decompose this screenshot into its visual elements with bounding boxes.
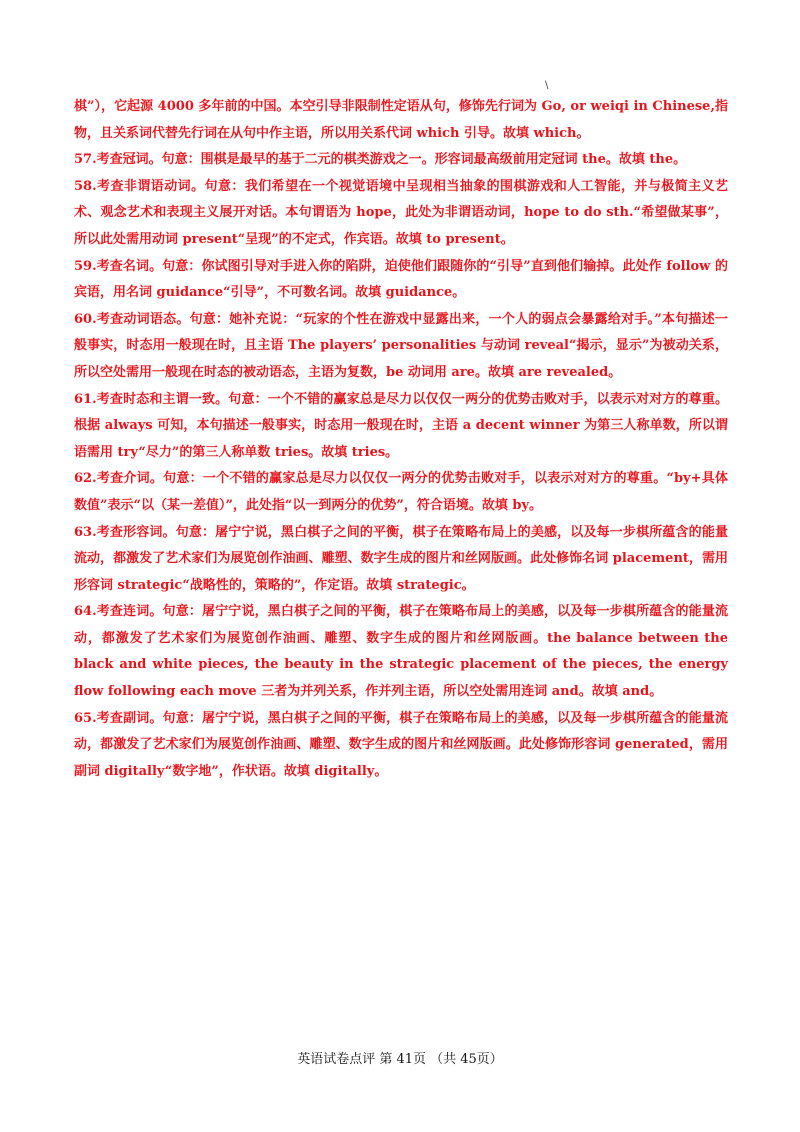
paragraph-62: 62.考查介词。句意：一个不错的赢家总是尽力以仅仅一两分的优势击败对手，以表示对对方的尊重。“by+具体数值”表示“以（某一差值）”，此处指“以一到两分的优势”，符合语境。故填 by。 <box>74 471 728 513</box>
paragraph-60: 60.考查动词语态。句意：她补充说：“玩家的个性在游戏中显露出来，一个人的弱点会暴露给对手。”本句描述一般事实，时态用一般现在时，且主语 The players’ personalities 与动词 reveal“揭示，显示”为被动关系，所以空处需用一般现在时态的被动语态，主语为复数，be 动词用 are。故填 are revealed。 <box>74 311 728 380</box>
paragraph-57: 57.考查冠词。句意：围棋是最早的基于二元的棋类游戏之一。形容词最高级前用定冠词 the。故填 the。 <box>74 152 687 168</box>
paragraph-61: 61.考查时态和主谓一致。句意：一个不错的赢家总是尽力以仅仅一两分的优势击败对手，以表示对对方的尊重。根据 always 可知，本句描述一般事实，时态用一般现在时，主语 a decent winner 为第三人称单数，所以谓语需用 try“尽力”的第三人称单数 tries。故填 tries。 <box>74 391 728 460</box>
paragraph-63: 63.考查形容词。句意：屠宁宁说，黑白棋子之间的平衡，棋子在策略布局上的美感，以及每一步棋所蕴含的能量流动，都激发了艺术家们为展览创作油画、雕塑、数字生成的图片和丝网版画。此处修饰名词 placement，需用形容词 strategic“战略性的，策略的”，作定语。故填 strategic。 <box>74 524 728 593</box>
paragraph-59: 59.考查名词。句意：你试图引导对手进入你的陷阱，迫使他们跟随你的“引导”直到他们输掉。此处作 follow 的宾语，用名词 guidance“引导”，不可数名词。故填 guidance。 <box>74 258 728 301</box>
page-footer: 英语试卷点评 第 41页 （共 45页） <box>297 1052 503 1067</box>
paragraph-65: 65.考查副词。句意：屠宁宁说，黑白棋子之间的平衡，棋子在策略布局上的美感，以及每一步棋所蕴含的能量流动，都激发了艺术家们为展览创作油画、雕塑、数字生成的图片和丝网版画。此处修饰形容词 generated，需用副词 digitally“数字地”，作状语。故填 digitally。 <box>74 710 728 779</box>
paragraph-58: 58.考查非谓语动词。句意：我们希望在一个视觉语境中呈现相当抽象的围棋游戏和人工智能，并与极简主义艺术、观念艺术和表现主义展开对话。本句谓语为 hope，此处为非谓语动词，hope to do sth.“希望做某事”，所以此处需用动词 present“呈现”的不定式，作宾语。故填 to present。 <box>74 178 728 247</box>
paragraph-56-continued: 棋”），它起源 4000 多年前的中国。本空引导非限制性定语从句，修饰先行词为 Go, or weiqi in Chinese,指物，且关系词代替先行词在从句中作主语，所以用关系代词 which 引导。故填 which。 <box>74 99 728 141</box>
answer-explanations <box>74 94 728 785</box>
header-mark: \ <box>545 80 549 91</box>
paragraph-64: 64.考查连词。句意：屠宁宁说，黑白棋子之间的平衡，棋子在策略布局上的美感，以及每一步棋所蕴含的能量流动，都激发了艺术家们为展览创作油画、雕塑、数字生成的图片和丝网版画。the balance between the black and white pieces, the beauty in the strategic placement of the pieces, the energy flow following each move 三者为并列关系，作并列主语，所以空处需用连词 and。故填 and。 <box>74 604 728 700</box>
